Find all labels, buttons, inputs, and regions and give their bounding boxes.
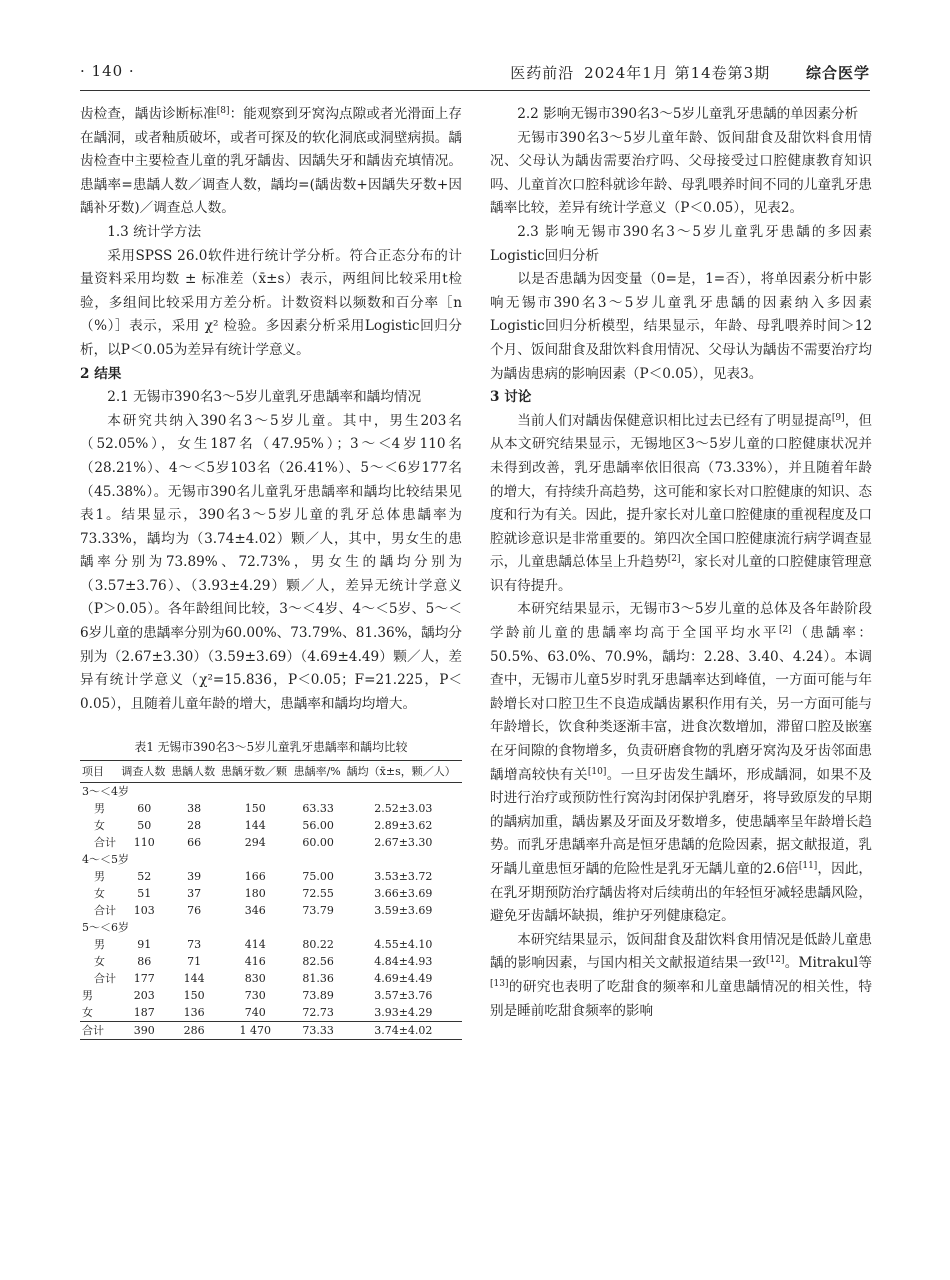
table-cell: 177 <box>133 972 155 986</box>
table-cell: 150 <box>244 802 266 816</box>
heading-1-3: 1.3 统计学方法 <box>107 223 202 240</box>
paragraph-multivariate: 以是否患龋为因变量（0=是，1=否），将单因素分析中影响无锡市390名3～5岁儿童乳牙患龋的因素纳入多因素Logistic回归分析模型，结果显示，年龄、母乳喂养时间＞12个月、饭间甜食及甜饮料食用情况、父母认为龋齿不需要治疗均为龋齿患病的影响因素（P＜0.05），见表3。 <box>490 271 872 382</box>
table-cell: 60 <box>137 802 152 816</box>
table-row <box>80 987 462 1004</box>
table-cell: 166 <box>244 870 266 884</box>
heading-2-3: 2.3 影响无锡市390名3～5岁儿童乳牙患龋的多因素Logistic回归分析 <box>490 223 872 264</box>
paragraph-univariate: 无锡市390名3～5岁儿童年龄、饭间甜食及甜饮料食用情况、父母认为龋齿需要治疗吗、父母接受过口腔健康教育知识吗、儿童首次口腔科就诊年龄、母乳喂养时间不同的儿童乳牙患龋率比较，差异有统计学意义（P＜0.05），见表2。 <box>490 129 872 217</box>
heading-results: 2 结果 <box>80 365 122 382</box>
table-cell: 73.33 <box>292 1022 345 1040</box>
table-row <box>80 1004 462 1022</box>
table-cell: 86 <box>137 955 152 969</box>
paragraph-diagnosis: 齿检查，龋齿诊断标准[8]：能观察到牙窝沟点隙或者光滑面上存在龋洞，或者釉质破坏，或者可探及的软化洞底或洞壁病损。龋齿检查中主要检查儿童的乳牙龋齿、因龋失牙和龋齿充填情况。患龋率=患龋人数／调查人数，龋均=(龋齿数+因龋失牙数+因龋补牙数)／调查总人数。 <box>80 106 463 217</box>
table-cell: 男 <box>94 802 105 816</box>
table-cell: 合计 <box>94 836 116 850</box>
table-cell: 1 470 <box>219 1022 292 1040</box>
journal-section: 综合医学 <box>805 64 870 82</box>
table-cell: 730 <box>244 989 266 1003</box>
heading-2-1: 2.1 无锡市390名3～5岁儿童乳牙患龋率和龋均情况 <box>107 389 422 406</box>
table-cell: 110 <box>133 836 155 850</box>
col-header-caries-teeth: 患龋牙数／颗 <box>219 761 292 783</box>
table-cell: 73 <box>187 938 202 952</box>
table-cell: 71 <box>187 955 202 969</box>
table-group-label: 3～＜4岁 <box>82 785 129 799</box>
paragraph-discussion-1: 当前人们对龋齿保健意识相比过去已经有了明显提高[9]，但从本文研究结果显示，无锡地区3～5岁儿童的口腔健康状况并未得到改善，乳牙患龋率依旧很高（73.33%），并且随着年龄的增大，有持续升高趋势，这可能和家长对口腔健康的知识、态度和行为有关。因此，提升家长对儿童口腔健康的重视程度及口腔就诊意识是非常重要的。第四次全国口腔健康流行病学调查显示，儿童患龋总体呈上升趋势[2]，家长对儿童的口腔健康管理意识有待提升。 <box>490 412 873 594</box>
table-cell: 740 <box>244 1006 266 1020</box>
table-group-label: 4～＜5岁 <box>82 853 129 867</box>
table-row <box>80 885 462 902</box>
table-cell: 346 <box>244 904 266 918</box>
table-cell: 416 <box>244 955 266 969</box>
paragraph-statistics: 采用SPSS 26.0软件进行统计学分析。符合正态分布的计量资料采用均数 ± 标准差（x̄±s）表示，两组间比较采用t检验，多组间比较采用方差分析。计数资料以频数和百分率［n（%）］表示，采用 χ² 检验。多因素分析采用Logistic回归分析，以P＜0.05为差异有统计学意义。 <box>80 247 462 358</box>
table-cell: 3.59±3.69 <box>374 904 433 918</box>
table-cell: 82.56 <box>302 955 334 969</box>
page-number: · 140 · <box>80 62 135 80</box>
table-cell: 男 <box>94 938 105 952</box>
table-cell: 3.57±3.76 <box>374 989 433 1003</box>
table-cell: 50 <box>137 819 152 833</box>
table-cell: 144 <box>244 819 266 833</box>
table-cell: 286 <box>169 1022 219 1040</box>
table-cell: 144 <box>183 972 205 986</box>
table-cell: 3.93±4.29 <box>374 1006 433 1020</box>
table-cell: 3.66±3.69 <box>374 887 433 901</box>
table-cell: 女 <box>94 955 105 969</box>
table-cell: 72.73 <box>302 1006 334 1020</box>
table-group-row <box>80 851 462 868</box>
table-cell: 73.89 <box>302 989 334 1003</box>
table-row <box>80 953 462 970</box>
table-cell: 52 <box>137 870 152 884</box>
col-header-surveyed: 调查人数 <box>119 761 169 783</box>
table-row <box>80 800 462 817</box>
table-cell: 女 <box>94 887 105 901</box>
table-cell: 2.89±3.62 <box>374 819 433 833</box>
table-cell: 4.55±4.10 <box>374 938 433 952</box>
table-cell: 203 <box>133 989 155 1003</box>
table-cell: 2.67±3.30 <box>374 836 433 850</box>
table-cell: 91 <box>137 938 152 952</box>
journal-name: 医药前沿 <box>510 64 575 82</box>
table-cell: 合计 <box>94 904 116 918</box>
table-1-body <box>80 783 462 1040</box>
table-cell: 37 <box>187 887 202 901</box>
col-header-caries-rate: 患龋率/% <box>292 761 345 783</box>
table-cell: 女 <box>94 819 105 833</box>
table-cell: 72.55 <box>302 887 334 901</box>
table-cell: 56.00 <box>302 819 334 833</box>
table-cell: 150 <box>183 989 205 1003</box>
table-cell: 38 <box>187 802 202 816</box>
table-cell: 180 <box>244 887 266 901</box>
table-row <box>80 1022 462 1040</box>
col-header-caries-count: 患龋人数 <box>169 761 219 783</box>
col-header-dmft: 龋均（x̄±s，颗／人） <box>345 761 462 783</box>
journal-issue: 2024年1月 第14卷第3期 <box>584 64 771 82</box>
table-cell: 51 <box>137 887 152 901</box>
right-column <box>490 103 872 1023</box>
table-cell: 男 <box>82 989 93 1003</box>
heading-2-2: 2.2 影响无锡市390名3～5岁儿童乳牙患龋的单因素分析 <box>517 106 859 122</box>
table-cell: 4.69±4.49 <box>374 972 433 986</box>
table-group-label: 5～＜6岁 <box>82 921 129 935</box>
table-row <box>80 817 462 834</box>
paragraph-discussion-3: 本研究结果显示，饭间甜食及甜饮料食用情况是低龄儿童患龋的影响因素，与国内相关文献报道结果一致[12]。Mitrakul等[13]的研究也表明了吃甜食的频率和儿童患龋情况的相关性，特别是睡前吃甜食频率的影响 <box>490 931 872 1019</box>
table-cell: 3.74±4.02 <box>345 1022 462 1040</box>
table-cell: 80.22 <box>302 938 334 952</box>
table-cell: 103 <box>133 904 155 918</box>
table-row <box>80 834 462 851</box>
table-cell: 女 <box>82 1006 93 1020</box>
table-cell: 390 <box>119 1022 169 1040</box>
table-cell: 76 <box>187 904 202 918</box>
table-group-row <box>80 783 462 801</box>
table-cell: 81.36 <box>302 972 334 986</box>
header-rule <box>80 90 870 91</box>
table-cell: 136 <box>183 1006 205 1020</box>
table-cell: 187 <box>133 1006 155 1020</box>
table-cell: 2.52±3.03 <box>374 802 433 816</box>
table-cell: 39 <box>187 870 202 884</box>
table-cell: 4.84±4.93 <box>374 955 433 969</box>
table-cell: 合计 <box>80 1022 119 1040</box>
table-cell: 73.79 <box>302 904 334 918</box>
table-cell: 60.00 <box>302 836 334 850</box>
journal-info <box>506 62 870 83</box>
table-1 <box>80 760 462 1040</box>
table-row <box>80 936 462 953</box>
col-header-item: 项目 <box>80 761 119 783</box>
table-row <box>80 868 462 885</box>
table-row <box>80 970 462 987</box>
paragraph-results-2-1: 本研究共纳入390名3～5岁儿童。其中，男生203名（52.05%），女生187名（47.95%）；3～＜4岁110名（28.21%）、4～＜5岁103名（26.41%）、5～＜6岁177名（45.38%）。无锡市390名儿童乳牙患龋率和龋均比较结果见表1。结果显示，390名3～5岁儿童的乳牙总体患龋率为73.33%，龋均为（3.74±4.02）颗／人，其中，男女生的患龋率分别为73.89%、72.73%，男女生的龋均分别为（3.57±3.76）、（3.93±4.29）颗／人，差异无统计学意义（P＞0.05）。各年龄组间比较，3～＜4岁、4～＜5岁、5～＜6岁儿童的患龋率分别为60.00%、73.79%、81.36%，龋均分别为（2.67±3.30）（3.59±3.69）（4.69±4.49）颗／人，差异有统计学意义（χ²=15.836，P＜0.05；F=21.225，P＜0.05），且随着儿童年龄的增大，患龋率和龋均均增大。 <box>80 412 462 712</box>
left-column <box>80 103 462 1040</box>
table-cell: 63.33 <box>302 802 334 816</box>
running-header <box>80 62 870 86</box>
table-row <box>80 902 462 919</box>
table-group-row <box>80 919 462 936</box>
table-header-row <box>80 761 462 783</box>
heading-discussion: 3 讨论 <box>490 389 532 406</box>
table-1-caption: 表1 无锡市390名3～5岁儿童乳牙患龋率和龋均比较 <box>134 740 408 755</box>
table-cell: 男 <box>94 870 105 884</box>
table-cell: 830 <box>244 972 266 986</box>
table-cell: 28 <box>187 819 202 833</box>
table-cell: 合计 <box>94 972 116 986</box>
paragraph-discussion-2: 本研究结果显示，无锡市3～5岁儿童的总体及各年龄阶段学龄前儿童的患龋率均高于全国平均水平[2]（患龋率：50.5%、63.0%、70.9%，龋均：2.28、3.40、4.24）。本调查中，无锡市儿童5岁时乳牙患龋率达到峰值，一方面可能与年龄增长对口腔卫生不良造成龋齿累积作用有关，另一方面可能与年龄增长，饮食种类逐渐丰富，进食次数增加，滞留口腔及嵌塞在牙间隙的食物增多，负责研磨食物的乳磨牙窝沟及牙齿邻面患龋增高较快有关[10]。一旦牙齿发生龋坏，形成龋洞，如果不及时进行治疗或预防性行窝沟封闭保护乳磨牙，将导致原发的早期的龋病加重，龋齿累及牙面及牙数增多，使患龋率呈年龄增长趋势。而乳牙患龋率升高是恒牙患龋的危险因素，据文献报道，乳牙龋儿童患恒牙龋的危险性是乳牙无龋儿童的2.6倍[11]，因此，在乳牙期预防治疗龋齿将对后续萌出的年轻恒牙减轻患龋风险，避免牙齿龋坏缺损，维护牙列健康稳定。 <box>490 601 873 925</box>
table-cell: 3.53±3.72 <box>374 870 433 884</box>
table-cell: 66 <box>187 836 202 850</box>
table-cell: 75.00 <box>302 870 334 884</box>
table-cell: 414 <box>244 938 266 952</box>
table-cell: 294 <box>244 836 266 850</box>
